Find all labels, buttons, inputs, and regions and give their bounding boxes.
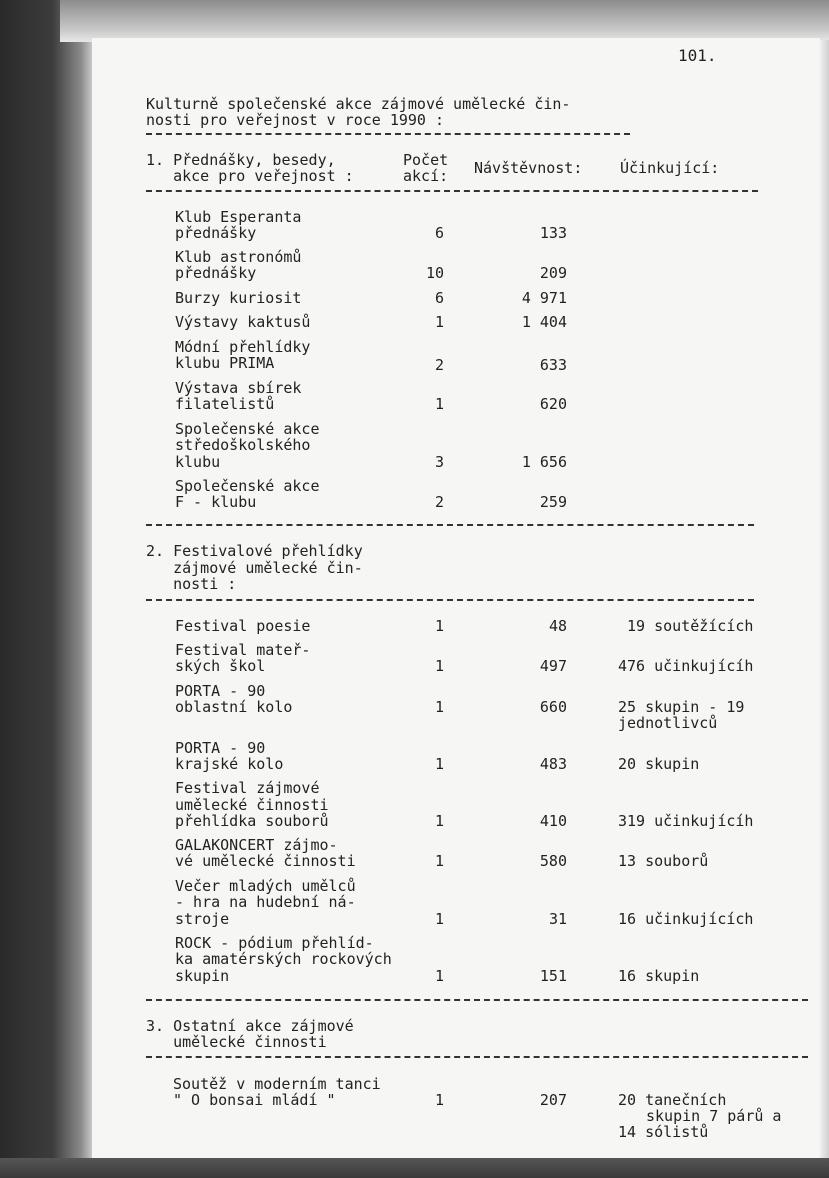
row-label-line-2: vé umělecké činnosti	[175, 852, 356, 870]
row-performers-line-1: 13 souborů	[618, 852, 709, 870]
row-count: 1	[434, 755, 444, 773]
row-label-line-2: přednášky	[175, 224, 257, 242]
row-count: 1	[434, 1091, 444, 1109]
row-label-line-2: ka amatérských rockových	[175, 950, 392, 968]
row-count: 1	[434, 812, 444, 830]
row-attendance: 1 656	[521, 453, 567, 471]
heading-rule	[146, 133, 630, 135]
section3-header-rule	[146, 1056, 808, 1058]
row-count: 2	[434, 356, 444, 374]
row-attendance: 259	[539, 493, 567, 511]
section2-title-1: 2. Festivalové přehlídky	[146, 542, 363, 560]
row-count: 1	[434, 967, 444, 985]
row-label-line-2: F - klubu	[175, 493, 257, 511]
section3-title-1: 3. Ostatní akce zájmové	[146, 1017, 354, 1035]
row-label-line-1: Módní přehlídky	[175, 338, 311, 356]
section2-header-rule	[146, 599, 754, 601]
row-attendance: 633	[539, 356, 567, 374]
row-attendance: 48	[548, 617, 567, 635]
scan-left-shadow	[0, 0, 95, 1178]
row-label-line-1: Společenské akce	[175, 420, 320, 438]
section2-end-rule	[146, 999, 808, 1001]
row-performers-line-2: skupin 7 párů a	[646, 1107, 782, 1125]
row-performers-line-1: 20 skupin	[618, 755, 700, 773]
row-label-line-2: ských škol	[175, 657, 266, 675]
row-label-line-2: - hra na hudební ná-	[175, 893, 356, 911]
row-count: 6	[434, 224, 444, 242]
row-performers-line-2: jednotlivců	[618, 714, 718, 732]
section1-title-1: 1. Přednášky, besedy,	[146, 151, 336, 169]
column-count-header-2: akcí:	[403, 167, 449, 185]
section2-title-2: zájmové umělecké čin-	[146, 559, 363, 577]
heading-line-1: Kulturně společenské akce zájmové umělecké čin-	[146, 95, 571, 113]
row-attendance: 31	[548, 910, 567, 928]
row-label-line-2: krajské kolo	[175, 755, 284, 773]
row-label-line-1: ROCK - pódium přehlíd-	[175, 934, 374, 952]
row-attendance: 497	[539, 657, 567, 675]
row-label-line-1: PORTA - 90	[175, 682, 266, 700]
row-attendance: 660	[539, 698, 567, 716]
row-label-line-1: Festival mateř-	[175, 641, 311, 659]
row-label-line-1: Festival poesie	[175, 617, 311, 635]
section1-end-rule	[146, 524, 754, 526]
row-label-line-2: " O bonsai mládí "	[173, 1091, 336, 1109]
row-label-line-1: Výstava sbírek	[175, 379, 302, 397]
row-attendance: 207	[539, 1091, 567, 1109]
row-attendance: 620	[539, 395, 567, 413]
scan-right-edge	[819, 40, 829, 1160]
row-count: 10	[425, 264, 444, 282]
row-count: 6	[434, 289, 444, 307]
row-count: 1	[434, 657, 444, 675]
row-label-line-1: Večer mladých umělců	[175, 877, 356, 895]
row-label-line-2: oblastní kolo	[175, 698, 293, 716]
row-label-line-1: GALAKONCERT zájmo-	[175, 836, 338, 854]
row-count: 1	[434, 395, 444, 413]
row-performers-line-3: 14 sólistů	[618, 1123, 709, 1141]
row-performers-line-1: 20 tanečních	[618, 1091, 727, 1109]
row-label-line-1: Festival zájmové	[175, 779, 320, 797]
column-attendance-header: Návštěvnost:	[474, 159, 583, 177]
row-performers-line-1: 16 učinkujících	[618, 910, 754, 928]
row-attendance: 1 404	[521, 313, 567, 331]
row-performers-line-1: 19 soutěžících	[627, 617, 754, 635]
row-label-line-2: přednášky	[175, 264, 257, 282]
row-count: 1	[434, 313, 444, 331]
row-label-line-1: Burzy kuriosit	[175, 289, 302, 307]
row-count: 3	[434, 453, 444, 471]
row-label-line-3: stroje	[175, 910, 230, 928]
row-count: 1	[434, 617, 444, 635]
row-label-line-2: středoškolského	[175, 436, 311, 454]
column-count-header-1: Počet	[403, 151, 449, 169]
scan-top-shadow	[60, 0, 829, 42]
scan-bottom-band	[0, 1158, 829, 1178]
row-label-line-3: přehlídka souborů	[175, 812, 329, 830]
row-performers-line-1: 319 učinkujícíh	[618, 812, 754, 830]
row-label-line-1: Společenské akce	[175, 477, 320, 495]
row-label-line-2: filatelistů	[175, 395, 275, 413]
row-count: 2	[434, 493, 444, 511]
row-performers-line-1: 476 učinkujícíh	[618, 657, 754, 675]
row-attendance: 4 971	[521, 289, 567, 307]
section2-title-3: nosti :	[146, 575, 237, 593]
section1-title-2: akce pro veřejnost :	[146, 167, 354, 185]
row-count: 1	[434, 910, 444, 928]
row-label-line-1: Výstavy kaktusů	[175, 313, 311, 331]
row-attendance: 209	[539, 264, 567, 282]
column-performers-header: Účinkující:	[620, 159, 720, 177]
row-performers-line-1: 25 skupin - 19	[618, 698, 745, 716]
row-label-line-2: klubu PRIMA	[175, 354, 275, 372]
page-number: 101.	[678, 46, 717, 65]
row-label-line-3: klubu	[175, 453, 221, 471]
row-label-line-1: Klub astronómů	[175, 248, 302, 266]
section3-title-2: umělecké činnosti	[146, 1033, 327, 1051]
row-attendance: 580	[539, 852, 567, 870]
row-label-line-1: Klub Esperanta	[175, 208, 302, 226]
row-attendance: 133	[539, 224, 567, 242]
row-performers-line-1: 16 skupin	[618, 967, 700, 985]
row-count: 1	[434, 698, 444, 716]
row-attendance: 483	[539, 755, 567, 773]
section1-header-rule	[146, 190, 758, 192]
row-attendance: 410	[539, 812, 567, 830]
row-label-line-2: umělecké činnosti	[175, 796, 329, 814]
row-label-line-1: Soutěž v moderním tanci	[173, 1075, 381, 1093]
heading-line-2: nosti pro veřejnost v roce 1990 :	[146, 111, 445, 129]
row-count: 1	[434, 852, 444, 870]
row-label-line-1: PORTA - 90	[175, 739, 266, 757]
row-label-line-3: skupin	[175, 967, 230, 985]
row-attendance: 151	[539, 967, 567, 985]
document-page	[92, 38, 820, 1158]
